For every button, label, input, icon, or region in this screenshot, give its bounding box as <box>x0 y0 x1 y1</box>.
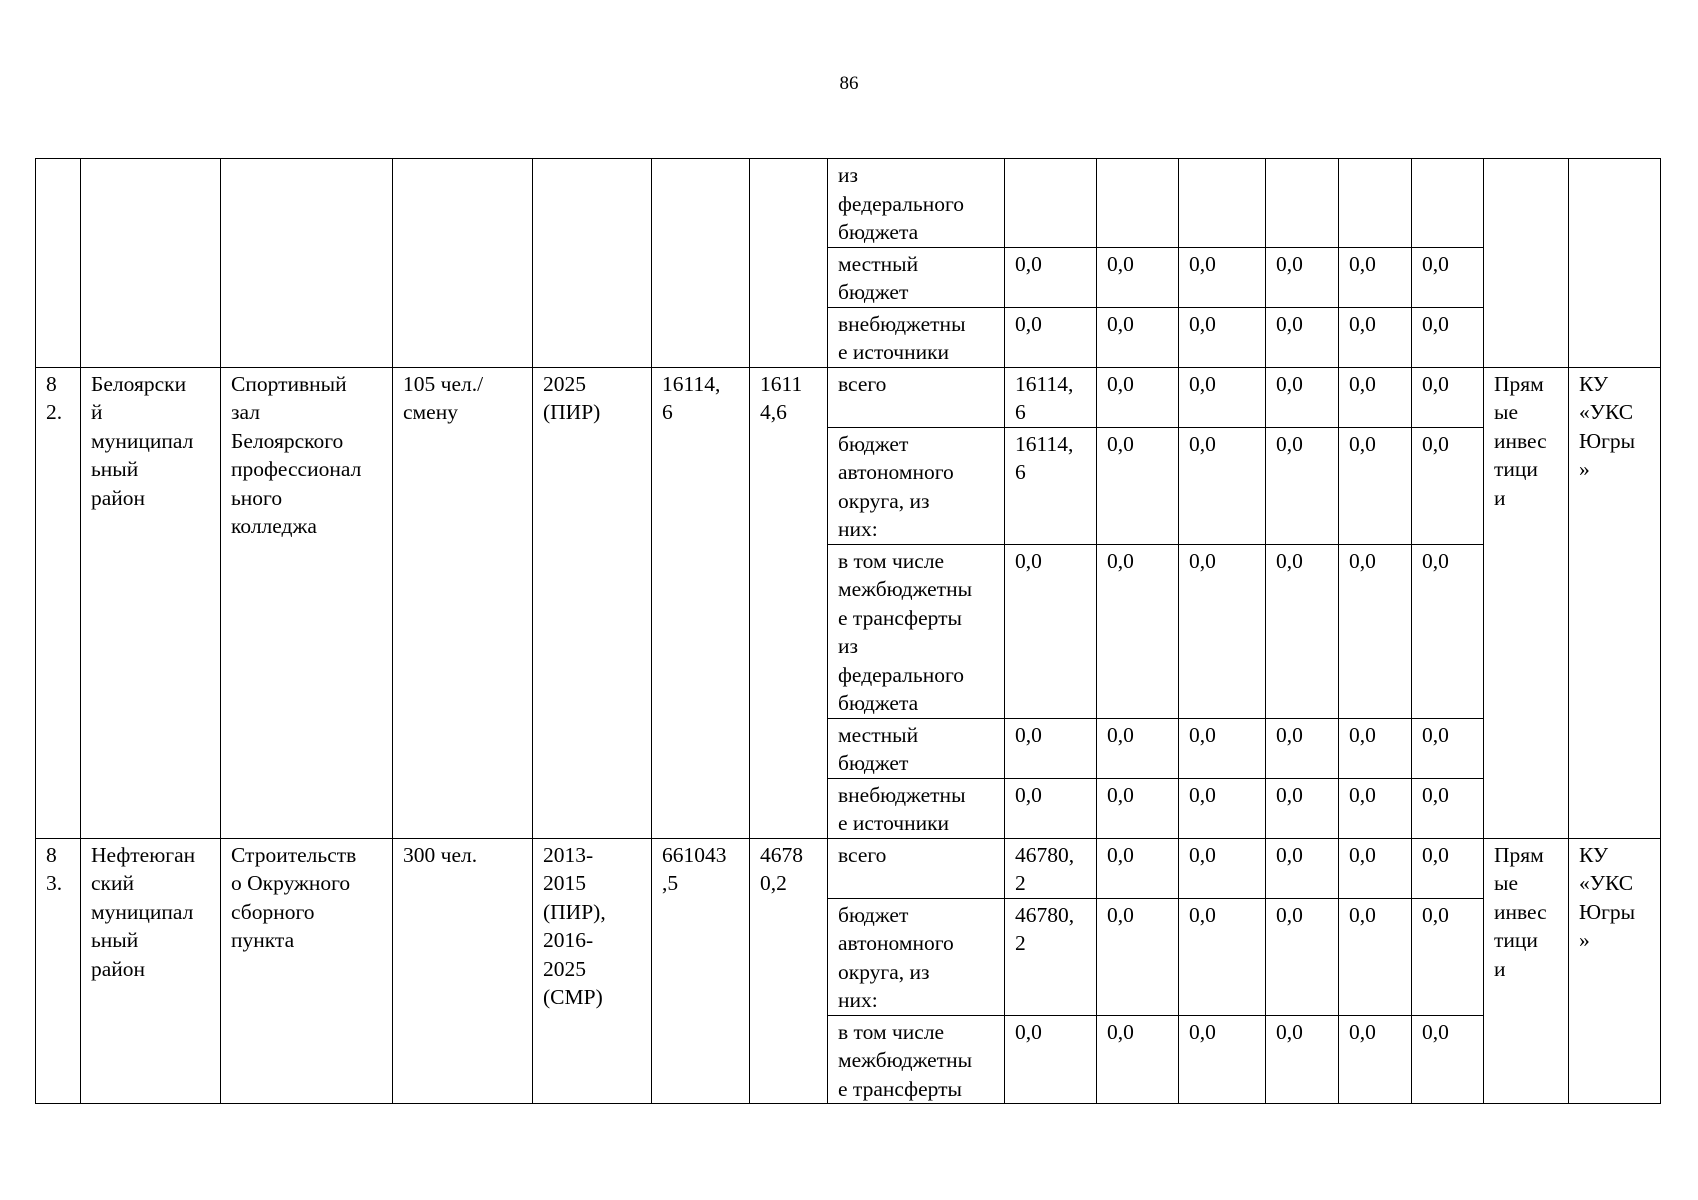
object-2-value-6-text: 0,0 <box>1422 1019 1449 1044</box>
continuation-value-3 <box>1179 307 1266 367</box>
object-1-value-3-text: 0,0 <box>1189 431 1216 456</box>
funding-source-cell-text: местный бюджет <box>838 722 919 775</box>
continuation-value-4 <box>1266 247 1339 307</box>
funding-source-cell-text: в том числе межбюджетны е трансферты <box>838 1019 973 1101</box>
object-1-value-1 <box>1005 718 1097 778</box>
object-1-value-3 <box>1179 427 1266 544</box>
object-name-cell-text: Спортивный зал Белоярского профессионал ьного колледжа <box>231 371 362 538</box>
continuation-value-4 <box>1266 307 1339 367</box>
period-cell <box>533 367 652 838</box>
object-1-value-2 <box>1097 778 1179 838</box>
object-2-value-4-text: 0,0 <box>1276 842 1303 867</box>
object-1-value-1-text: 0,0 <box>1015 722 1042 747</box>
object-2-value-6 <box>1412 838 1484 898</box>
continuation-value-3 <box>1179 159 1266 248</box>
object-2-value-4-text: 0,0 <box>1276 1019 1303 1044</box>
object-1-value-2-text: 0,0 <box>1107 431 1134 456</box>
object-1-value-5 <box>1339 367 1412 427</box>
continuation-value-2 <box>1097 307 1179 367</box>
funding-source-cell-text: всего <box>838 842 887 867</box>
continuation-value-1-text: 0,0 <box>1015 311 1042 336</box>
object-1-value-5-text: 0,0 <box>1349 431 1376 456</box>
object-1-value-5-text: 0,0 <box>1349 548 1376 573</box>
table-row <box>36 367 1661 427</box>
continuation-object-name-cell <box>221 159 393 368</box>
object-1-value-2-text: 0,0 <box>1107 371 1134 396</box>
funding-source-cell <box>828 159 1005 248</box>
object-2-value-1 <box>1005 838 1097 898</box>
object-2-value-6 <box>1412 898 1484 1015</box>
object-1-value-3 <box>1179 778 1266 838</box>
object-1-value-3-text: 0,0 <box>1189 548 1216 573</box>
object-2-value-3-text: 0,0 <box>1189 842 1216 867</box>
object-2-value-2-text: 0,0 <box>1107 1019 1134 1044</box>
funding-source-cell-text: из федерального бюджета <box>838 163 964 244</box>
funding-source-cell-text: местный бюджет <box>838 251 919 304</box>
object-2-value-2 <box>1097 838 1179 898</box>
object-number-cell-text: 8 2. <box>46 371 63 424</box>
object-2-value-3-text: 0,0 <box>1189 902 1216 927</box>
object-1-value-1 <box>1005 778 1097 838</box>
object-2-value-5-text: 0,0 <box>1349 902 1376 927</box>
object-2-value-6 <box>1412 1015 1484 1104</box>
object-1-value-5-text: 0,0 <box>1349 371 1376 396</box>
table-body <box>36 159 1661 1104</box>
funding-source-cell <box>828 307 1005 367</box>
continuation-value-1-text: 0,0 <box>1015 251 1042 276</box>
object-2-value-2-text: 0,0 <box>1107 842 1134 867</box>
object-1-value-3-text: 0,0 <box>1189 782 1216 807</box>
estimated-cost-cell-text: 661043 ,5 <box>662 842 727 895</box>
customer-cell <box>1569 367 1661 838</box>
customer-cell-text: КУ «УКС Югры » <box>1579 371 1636 481</box>
continuation-value-6 <box>1412 159 1484 248</box>
continuation-value-1 <box>1005 159 1097 248</box>
continuation-capacity-cell <box>393 159 533 368</box>
object-1-value-1-text: 0,0 <box>1015 548 1042 573</box>
object-name-cell-text: Строительств о Окружного сборного пункта <box>231 842 357 952</box>
object-1-value-1 <box>1005 427 1097 544</box>
funding-source-cell-text: в том числе межбюджетны е трансферты из федерального бюджета <box>838 548 973 715</box>
object-2-value-5-text: 0,0 <box>1349 842 1376 867</box>
object-2-value-4-text: 0,0 <box>1276 902 1303 927</box>
continuation-value-2 <box>1097 159 1179 248</box>
municipality-cell-text: Белоярски й муниципал ьный район <box>91 371 194 510</box>
object-1-value-6 <box>1412 544 1484 718</box>
object-2-value-4 <box>1266 838 1339 898</box>
object-1-value-2 <box>1097 544 1179 718</box>
object-1-value-4 <box>1266 427 1339 544</box>
continuation-value-4 <box>1266 159 1339 248</box>
continuation-value-4-text: 0,0 <box>1276 311 1303 336</box>
object-1-value-6 <box>1412 718 1484 778</box>
remaining-cost-cell-text: 1611 4,6 <box>760 371 803 424</box>
object-1-value-6-text: 0,0 <box>1422 782 1449 807</box>
object-1-value-4-text: 0,0 <box>1276 782 1303 807</box>
period-cell-text: 2013- 2015 (ПИР), 2016- 2025 (СМР) <box>543 842 606 1009</box>
municipality-cell-text: Нефтеюган ский муниципал ьный район <box>91 842 196 981</box>
continuation-value-6-text: 0,0 <box>1422 251 1449 276</box>
object-1-value-4 <box>1266 718 1339 778</box>
object-1-value-5-text: 0,0 <box>1349 722 1376 747</box>
remaining-cost-cell <box>750 838 828 1104</box>
object-1-value-6-text: 0,0 <box>1422 431 1449 456</box>
object-2-value-1-text: 46780, 2 <box>1015 842 1075 895</box>
funding-source-cell <box>828 1015 1005 1104</box>
continuation-value-2-text: 0,0 <box>1107 251 1134 276</box>
object-1-value-5 <box>1339 778 1412 838</box>
object-2-value-1-text: 0,0 <box>1015 1019 1042 1044</box>
object-name-cell <box>221 838 393 1104</box>
funding-source-cell <box>828 427 1005 544</box>
funding-source-cell <box>828 544 1005 718</box>
period-cell-text: 2025 (ПИР) <box>543 371 601 424</box>
mechanism-cell <box>1484 838 1569 1104</box>
object-1-value-6-text: 0,0 <box>1422 371 1449 396</box>
continuation-value-6-text: 0,0 <box>1422 311 1449 336</box>
funding-source-cell <box>828 838 1005 898</box>
object-2-value-1 <box>1005 898 1097 1015</box>
object-1-value-1 <box>1005 367 1097 427</box>
continuation-value-3 <box>1179 247 1266 307</box>
object-1-value-2 <box>1097 427 1179 544</box>
estimated-cost-cell <box>652 367 750 838</box>
continuation-value-4-text: 0,0 <box>1276 251 1303 276</box>
municipality-cell <box>81 367 221 838</box>
customer-cell-text: КУ «УКС Югры » <box>1579 842 1636 952</box>
object-1-value-1-text: 16114, 6 <box>1015 431 1074 484</box>
capacity-cell <box>393 838 533 1104</box>
funding-source-cell-text: бюджет автономного округа, из них: <box>838 902 954 1012</box>
funding-source-cell-text: всего <box>838 371 887 396</box>
object-1-value-4 <box>1266 544 1339 718</box>
object-2-value-2-text: 0,0 <box>1107 902 1134 927</box>
continuation-value-6 <box>1412 307 1484 367</box>
object-1-value-5 <box>1339 718 1412 778</box>
continuation-value-5-text: 0,0 <box>1349 311 1376 336</box>
object-1-value-4 <box>1266 367 1339 427</box>
object-2-value-3-text: 0,0 <box>1189 1019 1216 1044</box>
mechanism-cell <box>1484 367 1569 838</box>
object-1-value-4-text: 0,0 <box>1276 722 1303 747</box>
continuation-municipality-cell <box>81 159 221 368</box>
funding-source-cell <box>828 718 1005 778</box>
customer-cell <box>1569 838 1661 1104</box>
table-row <box>36 159 1661 248</box>
object-2-value-4 <box>1266 1015 1339 1104</box>
object-1-value-6 <box>1412 367 1484 427</box>
mechanism-cell-text: Прям ые инвес тици и <box>1494 842 1547 981</box>
table-row <box>36 838 1661 898</box>
object-1-value-4-text: 0,0 <box>1276 431 1303 456</box>
mechanism-cell-text: Прям ые инвес тици и <box>1494 371 1547 510</box>
continuation-value-3-text: 0,0 <box>1189 251 1216 276</box>
investment-table <box>35 158 1661 1104</box>
object-2-value-3 <box>1179 1015 1266 1104</box>
continuation-value-5-text: 0,0 <box>1349 251 1376 276</box>
object-2-value-2 <box>1097 1015 1179 1104</box>
continuation-estimated-cost-cell <box>652 159 750 368</box>
funding-source-cell-text: внебюджетны е источники <box>838 782 966 835</box>
estimated-cost-cell-text: 16114, 6 <box>662 371 721 424</box>
continuation-number-cell <box>36 159 81 368</box>
object-1-value-1-text: 0,0 <box>1015 782 1042 807</box>
object-1-value-5 <box>1339 544 1412 718</box>
continuation-value-5 <box>1339 247 1412 307</box>
object-1-value-1 <box>1005 544 1097 718</box>
object-2-value-6-text: 0,0 <box>1422 902 1449 927</box>
page-number: 86 <box>839 73 859 94</box>
object-1-value-6-text: 0,0 <box>1422 548 1449 573</box>
continuation-value-6 <box>1412 247 1484 307</box>
object-1-value-2-text: 0,0 <box>1107 722 1134 747</box>
continuation-value-2-text: 0,0 <box>1107 311 1134 336</box>
object-1-value-2-text: 0,0 <box>1107 782 1134 807</box>
object-2-value-1 <box>1005 1015 1097 1104</box>
capacity-cell-text: 300 чел. <box>403 842 478 867</box>
object-number-cell-text: 8 3. <box>46 842 63 895</box>
funding-source-cell <box>828 898 1005 1015</box>
continuation-value-3-text: 0,0 <box>1189 311 1216 336</box>
object-1-value-4 <box>1266 778 1339 838</box>
object-1-value-1-text: 16114, 6 <box>1015 371 1074 424</box>
period-cell <box>533 838 652 1104</box>
object-1-value-3 <box>1179 718 1266 778</box>
capacity-cell-text: 105 чел./ смену <box>403 371 484 424</box>
object-number-cell <box>36 838 81 1104</box>
funding-source-cell <box>828 367 1005 427</box>
object-2-value-5 <box>1339 1015 1412 1104</box>
object-1-value-4-text: 0,0 <box>1276 548 1303 573</box>
object-name-cell <box>221 367 393 838</box>
object-1-value-2 <box>1097 367 1179 427</box>
object-2-value-3 <box>1179 898 1266 1015</box>
object-2-value-3 <box>1179 838 1266 898</box>
object-2-value-1-text: 46780, 2 <box>1015 902 1075 955</box>
object-1-value-2 <box>1097 718 1179 778</box>
object-1-value-6 <box>1412 778 1484 838</box>
continuation-customer-cell <box>1569 159 1661 368</box>
object-1-value-6 <box>1412 427 1484 544</box>
continuation-value-2 <box>1097 247 1179 307</box>
object-2-value-6-text: 0,0 <box>1422 842 1449 867</box>
funding-source-cell-text: внебюджетны е источники <box>838 311 966 364</box>
continuation-period-cell <box>533 159 652 368</box>
object-2-value-5-text: 0,0 <box>1349 1019 1376 1044</box>
object-1-value-5 <box>1339 427 1412 544</box>
object-2-value-4 <box>1266 898 1339 1015</box>
continuation-mechanism-cell <box>1484 159 1569 368</box>
funding-source-cell <box>828 778 1005 838</box>
funding-source-cell-text: бюджет автономного округа, из них: <box>838 431 954 541</box>
object-number-cell <box>36 367 81 838</box>
continuation-value-5 <box>1339 307 1412 367</box>
object-1-value-6-text: 0,0 <box>1422 722 1449 747</box>
object-1-value-3 <box>1179 367 1266 427</box>
continuation-remaining-cost-cell <box>750 159 828 368</box>
object-2-value-2 <box>1097 898 1179 1015</box>
continuation-value-5 <box>1339 159 1412 248</box>
object-2-value-5 <box>1339 898 1412 1015</box>
continuation-value-1 <box>1005 247 1097 307</box>
object-2-value-5 <box>1339 838 1412 898</box>
continuation-value-1 <box>1005 307 1097 367</box>
remaining-cost-cell-text: 4678 0,2 <box>760 842 803 895</box>
object-1-value-3-text: 0,0 <box>1189 722 1216 747</box>
funding-source-cell <box>828 247 1005 307</box>
object-1-value-3 <box>1179 544 1266 718</box>
object-1-value-2-text: 0,0 <box>1107 548 1134 573</box>
object-1-value-4-text: 0,0 <box>1276 371 1303 396</box>
object-1-value-3-text: 0,0 <box>1189 371 1216 396</box>
remaining-cost-cell <box>750 367 828 838</box>
municipality-cell <box>81 838 221 1104</box>
object-1-value-5-text: 0,0 <box>1349 782 1376 807</box>
estimated-cost-cell <box>652 838 750 1104</box>
capacity-cell <box>393 367 533 838</box>
